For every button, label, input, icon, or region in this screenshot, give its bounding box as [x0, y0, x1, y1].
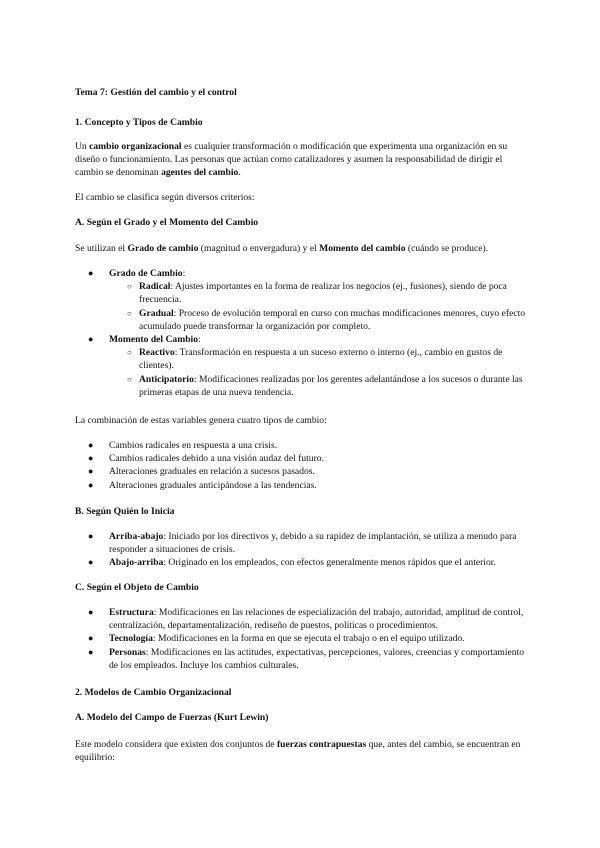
criteria-paragraph: El cambio se clasifica según diversos criterios: — [75, 192, 255, 203]
grado-momento-list — [75, 267, 527, 399]
bullet-icon: ● — [88, 453, 94, 464]
change-object-list — [75, 606, 527, 672]
list-item-estructura: ● Estructura: Modificaciones en las relaciones de especialización del trabajo, autoridad, amplitud de control, centralización, departamentalización, rediseño de puestos, políticas o procedimientos. — [88, 607, 524, 632]
list-item: ● Cambios radicales en respuesta a una crisis. — [88, 440, 278, 451]
subsection-b-heading: B. Según Quién lo Inicia — [75, 506, 175, 517]
bullet-icon: ● — [88, 466, 94, 477]
subsection-c-heading: C. Según el Objeto de Cambio — [75, 582, 199, 593]
definition-paragraph: Un cambio organizacional es cualquier transformación o modificación que experimenta una organización en su diseño o funcionamiento. Las personas que actúan como catalizadores y asumen la responsabilidad de dirigir el cambio se denominan agentes del cambio. — [75, 141, 508, 179]
list-item-radical: ○ Radical: Ajustes importantes en la forma de realizar los negocios (ej., fusiones), siendo de poca frecuencia. — [127, 281, 507, 306]
list-item-tecnologia: ● Tecnología: Modificaciones en la forma en que se ejecuta el trabajo o en el equipo utilizado. — [88, 633, 465, 645]
bullet-icon: ● — [88, 557, 94, 568]
list-item-reactivo: ○ Reactivo: Transformación en respuesta a un suceso externo o interno (ej., cambio en gustos de clientes). — [127, 347, 503, 372]
list-item: ● Cambios radicales debido a una visión audaz del futuro. — [88, 453, 324, 465]
list-item: ● Alteraciones graduales en relación a sucesos pasados. — [88, 466, 315, 478]
document-title: Tema 7: Gestión del cambio y el control — [75, 87, 237, 98]
change-types-list — [75, 439, 527, 492]
circle-bullet-icon: ○ — [127, 348, 132, 358]
bullet-icon: ● — [88, 440, 94, 450]
circle-bullet-icon: ○ — [127, 374, 132, 384]
bullet-icon: ● — [88, 531, 94, 541]
circle-bullet-icon: ○ — [127, 308, 132, 318]
bullet-icon: ● — [88, 479, 94, 490]
combination-paragraph: La combinación de estas variables genera cuatro tipos de cambio: — [75, 415, 327, 426]
list-item-grado: ● Grado de Cambio: — [88, 268, 186, 279]
initiator-list — [75, 530, 527, 570]
list-item-anticipatorio: ○ Anticipatorio: Modificaciones realizadas por los gerentes adelantándose a los sucesos o durante las primeras etapas de una nueva tendencia. — [127, 373, 523, 398]
list-item-personas: ● Personas: Modificaciones en las actitudes, expectativas, percepciones, valores, creencias y comportamiento de los empleados. Incluye los cambios culturales. — [88, 646, 525, 671]
bullet-icon: ● — [88, 646, 94, 657]
bullet-icon: ● — [88, 607, 94, 617]
subsection-lewin-heading: A. Modelo del Campo de Fuerzas (Kurt Lewin) — [75, 712, 269, 723]
section-2-heading: 2. Modelos de Cambio Organizacional — [75, 687, 232, 698]
list-item: ● Alteraciones graduales anticipándose a las tendencias. — [88, 479, 317, 491]
bullet-icon: ● — [88, 268, 94, 278]
list-item-gradual: ○ Gradual: Proceso de evolución temporal en curso con muchas modificaciones menores, cuyo efecto acumulado puede transformar la organización por completo. — [127, 307, 526, 332]
grado-momento-intro: Se utilizan el Grado de cambio (magnitud o envergadura) y el Momento del cambio (cuándo se produce). — [75, 243, 489, 254]
subsection-a-heading: A. Según el Grado y el Momento del Cambio — [75, 217, 259, 228]
section-1-heading: 1. Concepto y Tipos de Cambio — [75, 117, 203, 128]
lewin-paragraph: Este modelo considera que existen dos conjuntos de fuerzas contrapuestas que, antes del cambio, se encuentran en equilibrio: — [75, 739, 521, 764]
bullet-icon: ● — [88, 633, 94, 644]
bullet-icon: ● — [88, 334, 94, 345]
list-item-arriba-abajo: ● Arriba-abajo: Iniciado por los directivos y, debido a su rapidez de implantación, se utiliza a menudo para responder a situaciones de crisis. — [88, 531, 517, 556]
list-item-abajo-arriba: ● Abajo-arriba: Originado en los empleados, con efectos generalmente menos rápidos que el anterior. — [88, 557, 496, 569]
circle-bullet-icon: ○ — [127, 282, 132, 292]
list-item-momento: ● Momento del Cambio: — [88, 334, 201, 346]
